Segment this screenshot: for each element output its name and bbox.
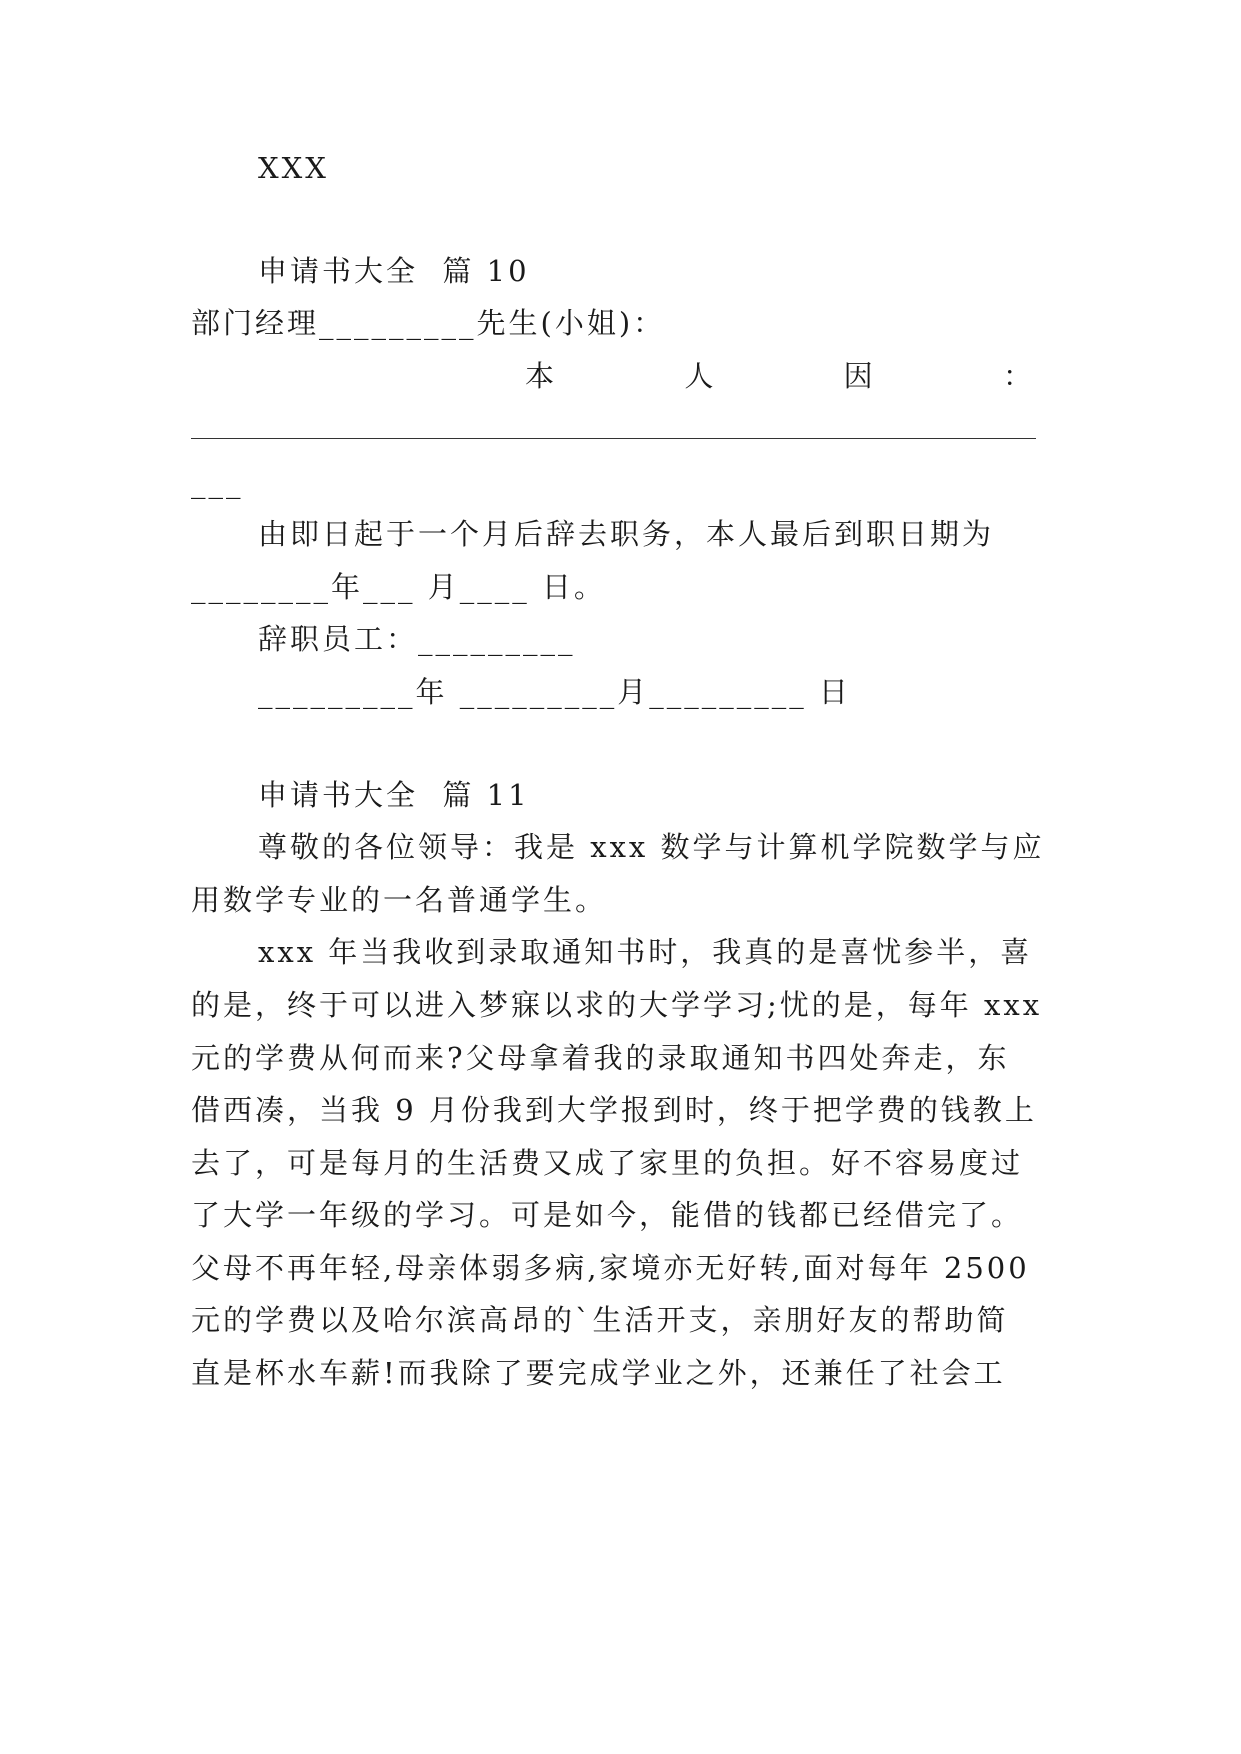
body-line: 了大学一年级的学习。可是如今，能借的钱都已经借完了。 bbox=[191, 1198, 1024, 1232]
body-line: 元的学费以及哈尔滨高昂的`生活开支，亲朋好友的帮助简 bbox=[191, 1303, 1009, 1337]
section-11-heading: 申请书大全 篇 11 bbox=[258, 778, 530, 812]
reason-char-2: 人 bbox=[684, 359, 717, 393]
reason-blank-continuation: ___ bbox=[191, 465, 244, 499]
body-line: 的是，终于可以进入梦寐以求的大学学习;忧的是，每年 xxx bbox=[191, 988, 1043, 1022]
resignation-body: 由即日起于一个月后辞去职务，本人最后到职日期为 bbox=[258, 517, 995, 551]
body-line: 用数学专业的一名普通学生。 bbox=[191, 883, 608, 917]
reason-char-3: 因 bbox=[843, 359, 876, 393]
body-line: 借西凑，当我 9 月份我到大学报到时，终于把学费的钱教上 bbox=[191, 1093, 1037, 1127]
section-10-heading: 申请书大全 篇 10 bbox=[258, 254, 530, 288]
reason-blank-rule bbox=[191, 438, 1036, 439]
body-line: 元的学费从何而来?父母拿着我的录取通知书四处奔走，东 bbox=[191, 1041, 1010, 1075]
signature-date: _________年 _________月_________ 日 bbox=[258, 675, 851, 709]
reason-char-4: ： bbox=[1002, 359, 1035, 393]
body-line: 父母不再年轻,母亲体弱多病,家境亦无好转,面对每年 2500 bbox=[191, 1251, 1030, 1285]
body-line: 直是杯水车薪!而我除了要完成学业之外，还兼任了社会工 bbox=[191, 1356, 1006, 1390]
employee-signature: 辞职员工：_________ bbox=[258, 622, 576, 656]
signature-top: XXX bbox=[258, 151, 329, 185]
body-line: xxx 年当我收到录取通知书时，我真的是喜忧参半，喜 bbox=[258, 935, 1033, 969]
last-day-date: ________年___ 月____ 日。 bbox=[191, 570, 606, 604]
reason-char-1: 本 bbox=[525, 359, 558, 393]
body-line: 去了，可是每月的生活费又成了家里的负担。好不容易度过 bbox=[191, 1146, 1024, 1180]
salutation: 部门经理_________先生(小姐)： bbox=[191, 306, 666, 340]
body-line: 尊敬的各位领导：我是 xxx 数学与计算机学院数学与应 bbox=[258, 830, 1045, 864]
reason-line bbox=[525, 356, 1035, 396]
